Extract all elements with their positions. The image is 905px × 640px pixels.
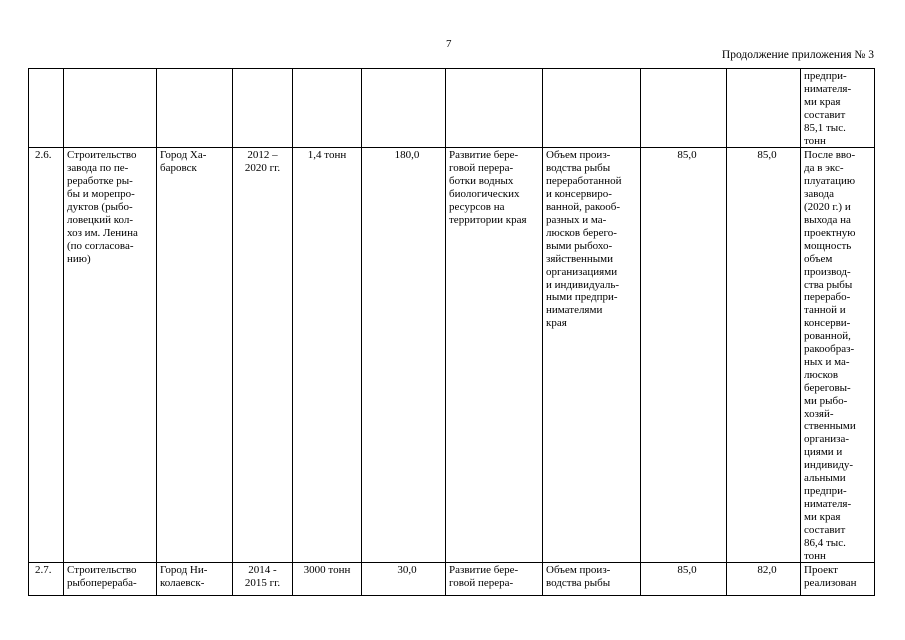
cell-text: предпри- нимателя- ми края составит 85,1 тыс. тонн <box>804 70 852 147</box>
cell-text: Строительство рыбоперераба- <box>67 564 137 590</box>
cell-result <box>801 563 875 596</box>
cell-goal <box>446 563 543 596</box>
cell-period <box>233 563 293 596</box>
cell-value-1 <box>641 148 727 563</box>
cell-indicator <box>543 148 641 563</box>
cell-location <box>157 69 233 148</box>
cell-project-name <box>64 69 157 148</box>
cell-amount <box>362 69 446 148</box>
cell-indicator <box>543 563 641 596</box>
cell-result <box>801 148 875 563</box>
cell-period <box>233 148 293 563</box>
cell-text: После вво- да в экс- плуатацию завода (2020 г.) и выхода на проектную мощность объем производ- ства рыбы перерабо- танной и консерви- рованной, ракообраз- ных и ма- люсков береговы- ми рыбо- хозяй- ственными организа- циями и индивиду- альными предпри- нимателя- ми края составит 86,4 тыс. тонн <box>804 149 856 562</box>
cell-project-name <box>64 563 157 596</box>
cell-text: 1,4 тонн <box>307 149 347 162</box>
continuation-title: Продолжение приложения № 3 <box>721 49 874 61</box>
cell-text: 2014 - 2015 гг. <box>244 564 281 590</box>
cell-text: Город Ха- баровск <box>160 149 207 175</box>
cell-goal <box>446 69 543 148</box>
cell-text: Развитие бере- говой перера- <box>449 564 519 590</box>
cell-row-number <box>29 148 64 563</box>
cell-text: Объем произ- водства рыбы <box>546 564 611 590</box>
cell-location <box>157 148 233 563</box>
cell-project-name <box>64 148 157 563</box>
cell-goal <box>446 148 543 563</box>
table-row <box>29 69 875 148</box>
cell-amount <box>362 563 446 596</box>
cell-amount <box>362 148 446 563</box>
cell-text: Строительство завода по пе- реработке ры- бы и морепро- дуктов (рыбо- ловецкий кол- хоз им. Ленина (по согласова- нию) <box>67 149 138 265</box>
cell-period <box>233 69 293 148</box>
table-row <box>29 148 875 563</box>
cell-text: 2.6. <box>35 149 52 162</box>
cell-indicator <box>543 69 641 148</box>
cell-value-2 <box>727 148 801 563</box>
page-number: 7 <box>446 38 452 50</box>
cell-value-2 <box>727 69 801 148</box>
cell-location <box>157 563 233 596</box>
cell-text: Проект реализован <box>804 564 857 590</box>
cell-text: 85,0 <box>677 564 697 577</box>
cell-text: 85,0 <box>757 149 777 162</box>
cell-text: Город Ни- колаевск- <box>160 564 208 590</box>
cell-text: 85,0 <box>677 149 697 162</box>
cell-value-1 <box>641 69 727 148</box>
cell-row-number <box>29 563 64 596</box>
cell-result <box>801 69 875 148</box>
cell-text: Развитие бере- говой перера- ботки водных биологических ресурсов на территории края <box>449 149 527 226</box>
cell-text: 2.7. <box>35 564 52 577</box>
table-row <box>29 563 875 596</box>
cell-capacity <box>293 563 362 596</box>
cell-value-1 <box>641 563 727 596</box>
appendix-table <box>28 68 875 596</box>
cell-text: 180,0 <box>394 149 420 162</box>
cell-text: 3000 тонн <box>303 564 351 577</box>
cell-text: Объем произ- водства рыбы переработанной и консервиро- ванной, ракооб- разных и ма- люсков берего- выми рыбохо- зяйственными организациями и индивидуаль- ными предпри- нимателями края <box>546 149 622 330</box>
cell-value-2 <box>727 563 801 596</box>
cell-capacity <box>293 148 362 563</box>
cell-capacity <box>293 69 362 148</box>
cell-text: 82,0 <box>757 564 777 577</box>
cell-text: 2012 – 2020 гг. <box>244 149 281 175</box>
cell-row-number <box>29 69 64 148</box>
cell-text: 30,0 <box>397 564 417 577</box>
